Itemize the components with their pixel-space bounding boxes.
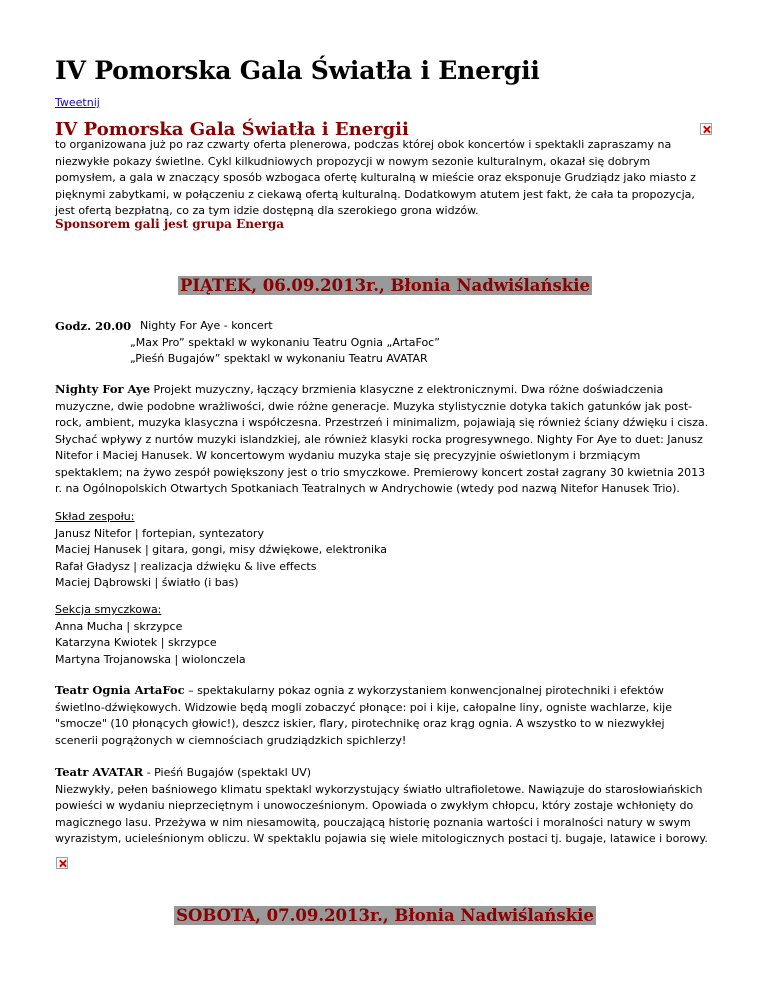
band-member: Rafał Gładysz | realizacja dźwięku & live effects xyxy=(55,559,317,573)
broken-image-icon xyxy=(56,857,68,869)
schedule-item: „Pieśń Bugajów” spektakl w wykonaniu Teatru AVATAR xyxy=(130,352,428,365)
band-lineup xyxy=(55,509,710,592)
nighty-name: Nighty For Aye xyxy=(55,382,151,396)
schedule-items xyxy=(130,318,530,368)
article-subtitle: IV Pomorska Gala Światła i Energii xyxy=(55,119,409,140)
schedule-time: Godz. 20.00 xyxy=(55,319,132,333)
avatar-name: Teatr AVATAR xyxy=(55,765,144,779)
artafoc-name: Teatr Ognia ArtaFoc xyxy=(55,683,185,697)
artafoc-description xyxy=(55,682,710,749)
day-heading-saturday-text: SOBOTA, 07.09.2013r., Błonia Nadwiślańskie xyxy=(176,906,594,925)
artafoc-text: – spektakularny pokaz ognia z wykorzystaniem konwencjonalnej pirotechniki i efektów świetlno-dźwiękowych. Widzowie będą mogli zobaczyć płonące: poi i kije, całopalne liny, ogniste wachlarze, kije "smocze" (10 płonących głowic!), deszcz iskier, flary, pirotechnikę oraz krąg ognia. A wszystko to w niezwykłej scenerii pogrążonych w ciemnościach grudziądzkich spichlerzy! xyxy=(55,684,672,747)
intro-paragraph: to organizowana już po raz czwarty oferta plenerowa, podczas której obok koncertów i spektakli zapraszamy na niezwykłe pokazy świetlne. Cykl kilkudniowych propozycji w nowym sezonie kulturalnym, okazał się dobrym pomysłem, a gala w znaczący sposób wzbogaca ofertę kulturalną w mieście oraz eksponuje Grudziądz jako miasto z pięknymi zabytkami, w połączeniu z ciekawą ofertą kulturalną. Dodatkowym atutem jest fakt, że cała ta propozycja, jest ofertą bezpłatną, co za tym idzie dostępną dla szerokiego grona widzów. xyxy=(55,138,696,217)
string-section xyxy=(55,602,710,668)
strings-member: Anna Mucha | skrzypce xyxy=(55,619,183,633)
band-heading: Skład zespołu: xyxy=(55,510,135,523)
avatar-text: Niezwykły, pełen baśniowego klimatu spektakl wykorzystujący światło ultrafioletowe. Nawiązuje do starosłowiańskich powieści w wydaniu nieprzeciętnym i unowocześnionym. Opowiada o zwykłym chłopcu, który zostaje wchłonięty do magicznego lasu. Przeżywa w nim niesamowitą, pouczającą historię poznania wartości i moralności natury w swym wyrazistym, ucieleśnionym obliczu. W spektaklu pojawia się wiele mitologicznych postaci tj. bugaje, latawice i borowy. xyxy=(55,782,708,845)
band-member: Janusz Nitefor | fortepian, syntezatory xyxy=(55,526,264,540)
day-heading-friday-text: PIĄTEK, 06.09.2013r., Błonia Nadwiślańskie xyxy=(180,276,590,295)
tweet-link[interactable]: Tweetnij xyxy=(55,96,100,109)
strings-heading: Sekcja smyczkowa: xyxy=(55,603,162,616)
day-heading-friday xyxy=(55,276,715,295)
nighty-description xyxy=(55,381,710,498)
band-member: Maciej Hanusek | gitara, gongi, misy dźwiękowe, elektronika xyxy=(55,543,388,556)
broken-image-icon xyxy=(700,123,712,135)
nighty-text: Projekt muzyczny, łączący brzmienia klasyczne z elektronicznymi. Dwa różne doświadczenia muzyczne, dwie podobne wrażliwości, dwie różne generacje. Muzyka stylistycznie dotyka takich gatunków jak post-rock, ambient, muzyka klasyczna i współczesna. Przestrzeń i minimalizm, pojawiają się również ściany dźwięku i cisza. Słychać wpływy z nurtów muzyki islandzkiej, ale również klasyki rocka progresywnego. Nighty For Aye to duet: Janusz Nitefor i Maciej Hanusek. W koncertowym wydaniu muzyka staje się precyzyjnie oświetlonym i brzmiącym spektaklem; na żywo zespół powiększony jest o trio smyczkowe. Premierowy koncert został zagrany 30 kwietnia 2013 r. na Ogólnopolskich Otwartych Spotkaniach Teatralnych w Andrychowie (wtedy pod nazwą Nitefor Hanusek Trio). xyxy=(55,383,709,495)
strings-member: Katarzyna Kwiotek | skrzypce xyxy=(55,636,217,649)
band-member: Maciej Dąbrowski | światło (i bas) xyxy=(55,576,239,589)
schedule-item: „Max Pro” spektakl w wykonaniu Teatru Ognia „ArtaFoc” xyxy=(130,335,440,349)
strings-member: Martyna Trojanowska | wiolonczela xyxy=(55,652,246,666)
page-title: IV Pomorska Gala Światła i Energii xyxy=(55,56,540,85)
avatar-title: - Pieśń Bugajów (spektakl UV) xyxy=(143,766,312,779)
avatar-title-line xyxy=(55,764,710,782)
avatar-description xyxy=(55,764,710,848)
schedule-item: Nighty For Aye - koncert xyxy=(140,319,273,332)
day-heading-saturday xyxy=(55,906,715,925)
sponsor-text: Sponsorem gali jest grupa Energa xyxy=(55,217,285,231)
